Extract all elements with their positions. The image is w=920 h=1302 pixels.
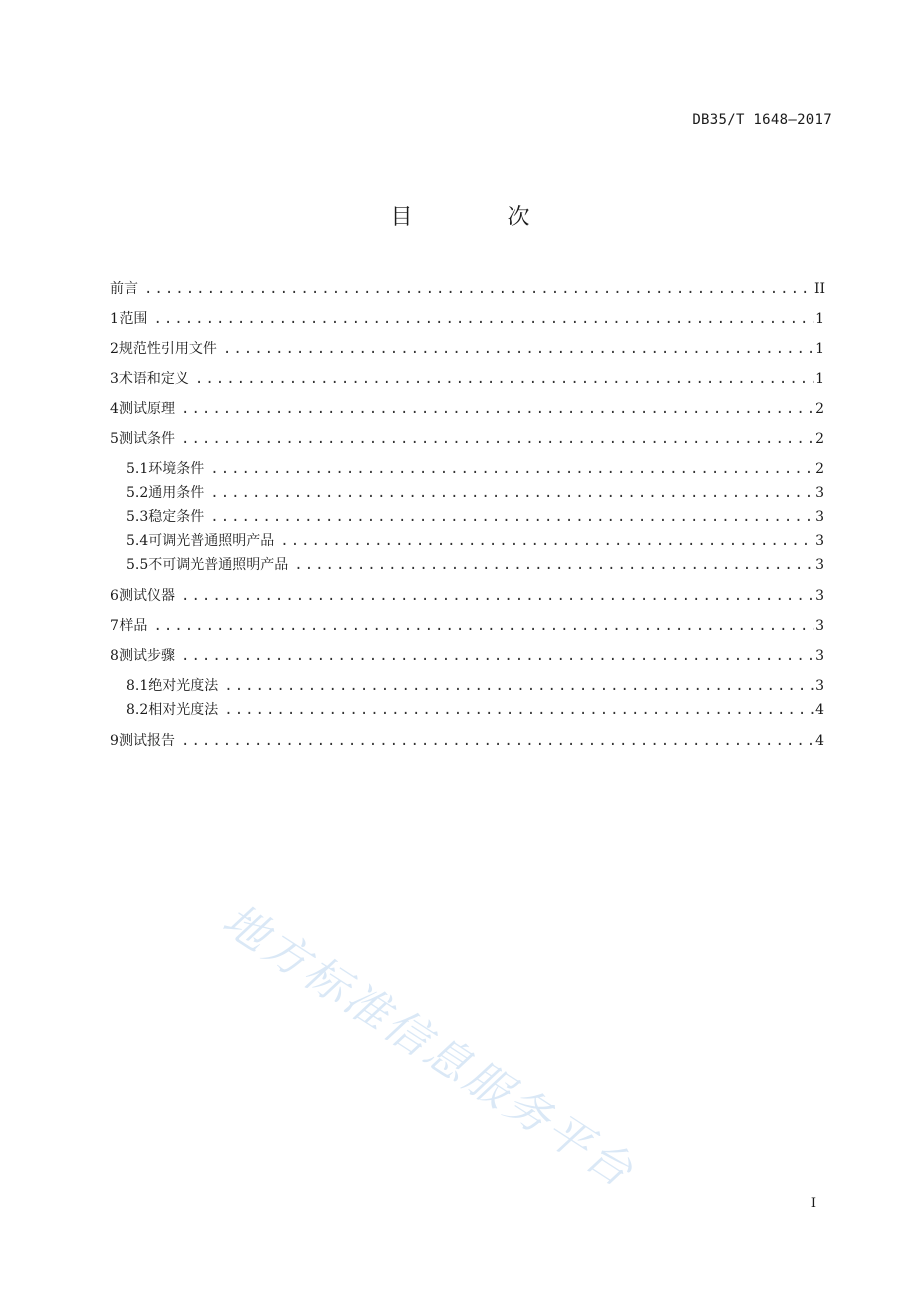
toc-leader-dots: [220, 701, 814, 719]
toc-leader-dots: [220, 677, 814, 695]
toc-leader-dots: [177, 647, 814, 665]
toc-entry-number: 5: [110, 431, 119, 447]
toc-entry-page: 2: [815, 431, 824, 447]
toc-entry-number: 5.5: [126, 557, 149, 573]
toc-entry-number: 8: [110, 648, 119, 664]
toc-entry-page: 3: [815, 648, 824, 664]
toc-leader-dots: [219, 340, 814, 358]
toc-entry-text: 测试仪器: [119, 588, 176, 604]
toc-entry-page: 2: [815, 461, 824, 477]
toc-leader-dots: [206, 508, 814, 526]
toc-entry-number: 8.1: [126, 678, 149, 694]
toc-entry-page: 3: [815, 509, 824, 525]
toc-entry-text: 术语和定义: [118, 371, 189, 387]
toc-entry-8[interactable]: [110, 647, 824, 665]
toc-entry-number: 7: [110, 618, 119, 634]
toc-entry-1[interactable]: [110, 310, 824, 328]
toc-entry-7[interactable]: [110, 617, 824, 635]
toc-entry-text: 通用条件: [148, 485, 205, 501]
toc-entry-4[interactable]: [110, 400, 824, 418]
toc-entry-number: 5.4: [126, 533, 149, 549]
toc-entry-foreword[interactable]: [110, 280, 824, 298]
toc-entry-number: 3: [110, 371, 119, 387]
toc-entry-5-3[interactable]: [126, 508, 824, 526]
toc-leader-dots: [206, 484, 814, 502]
toc-entry-number: 1: [110, 311, 119, 327]
toc-entry-2[interactable]: [110, 340, 824, 358]
toc-entry-page: 1: [815, 311, 824, 327]
toc-entry-number: 5.3: [126, 509, 149, 525]
toc-entry-number: 2: [110, 341, 119, 357]
toc-entry-8-1[interactable]: [126, 677, 824, 695]
toc-entry-page: 3: [815, 485, 824, 501]
toc-leader-dots: [177, 587, 814, 605]
page-number: I: [810, 1196, 816, 1211]
toc-entry-page: 3: [815, 533, 824, 549]
toc-entry-text: 不可调光普通照明产品: [148, 557, 289, 573]
toc-entry-5-4[interactable]: [126, 532, 824, 550]
toc-entry-text: 测试步骤: [119, 648, 176, 664]
toc-leader-dots: [276, 532, 814, 550]
toc-entry-page: II: [814, 281, 826, 297]
toc-entry-text: 测试报告: [119, 733, 176, 749]
toc-entry-text: 相对光度法: [148, 702, 219, 718]
toc-entry-5-1[interactable]: [126, 460, 824, 478]
toc-entry-page: 4: [815, 702, 824, 718]
toc-entry-page: 2: [815, 401, 824, 417]
toc-leader-dots: [177, 430, 814, 448]
toc-title: 目 次: [390, 205, 574, 230]
toc-leader-dots: [177, 400, 814, 418]
toc-entry-text: 稳定条件: [148, 509, 205, 525]
toc-entry-8-2[interactable]: [126, 701, 824, 719]
toc-leader-dots: [206, 460, 814, 478]
toc-entry-page: 3: [815, 678, 824, 694]
toc-leader-dots: [140, 280, 814, 298]
toc-entry-number: 8.2: [126, 702, 149, 718]
toc-entry-text: 可调光普通照明产品: [148, 533, 275, 549]
toc-leader-dots: [191, 370, 814, 388]
toc-entry-page: 3: [815, 588, 824, 604]
toc-leader-dots: [149, 617, 814, 635]
toc-entry-text: 绝对光度法: [148, 678, 219, 694]
toc-entry-number: 6: [110, 588, 119, 604]
toc-entry-5-5[interactable]: [126, 556, 824, 574]
document-code: DB35/T 1648—2017: [692, 112, 832, 128]
toc-entry-number: 5.2: [126, 485, 149, 501]
toc-entry-text: 测试原理: [119, 401, 176, 417]
toc-leader-dots: [149, 310, 814, 328]
toc-entry-number: 9: [110, 733, 119, 749]
toc-entry-9[interactable]: [110, 732, 824, 750]
toc-entry-page: 3: [815, 618, 824, 634]
watermark: 地方标准信息服务平台: [213, 894, 644, 1199]
toc-leader-dots: [177, 732, 814, 750]
toc-entry-page: 3: [815, 557, 824, 573]
toc-entry-5-2[interactable]: [126, 484, 824, 502]
toc-entry-page: 4: [815, 733, 824, 749]
toc-entry-text: 测试条件: [119, 431, 176, 447]
toc-entry-number: 5.1: [126, 461, 149, 477]
toc-entry-5[interactable]: [110, 430, 824, 448]
toc-entry-text: 范围: [119, 311, 148, 327]
toc-entry-text: 样品: [119, 618, 148, 634]
toc-entry-number: 4: [110, 401, 119, 417]
toc-entry-3[interactable]: [110, 370, 824, 388]
toc-entry-page: 1: [815, 371, 824, 387]
toc-leader-dots: [290, 556, 814, 574]
toc-entry-text: 环境条件: [148, 461, 205, 477]
toc-entry-6[interactable]: [110, 587, 824, 605]
toc-entry-page: 1: [815, 341, 824, 357]
toc-entry-text: 前言: [110, 281, 138, 297]
toc-entry-text: 规范性引用文件: [118, 341, 217, 357]
